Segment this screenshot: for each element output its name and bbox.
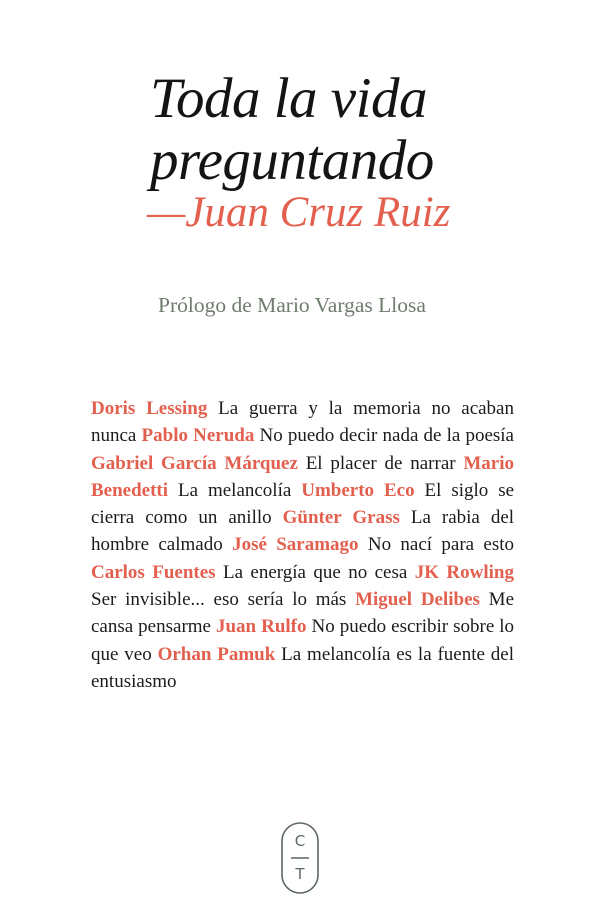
interview-phrase: La energía que no cesa xyxy=(222,561,408,583)
interviewee-name: Juan Rulfo xyxy=(215,616,307,638)
interviewee-name: Gabriel García Márquez xyxy=(91,452,298,474)
interview-phrase: Me cansa pensarme xyxy=(91,589,514,638)
interview-phrase: El placer de narrar xyxy=(305,452,456,474)
interview-phrase: No puedo escribir sobre lo que veo xyxy=(91,616,515,665)
interviewee-name: Orhan Pamuk xyxy=(157,643,276,665)
prologue-credit: Prólogo de Mario Vargas Llosa xyxy=(158,293,426,317)
book-title xyxy=(150,68,434,192)
interview-phrase: La melancolía es la fuente del entusiasmo xyxy=(91,643,514,692)
interview-phrase: No puedo decir nada de la poesía xyxy=(259,425,514,447)
interviewee-name: JK Rowling xyxy=(414,561,514,583)
publisher-letter-top: C xyxy=(294,832,306,850)
interviewee-name: Doris Lessing xyxy=(91,398,208,419)
interviewee-name: José Saramago xyxy=(232,534,359,556)
publisher-letter-bottom: T xyxy=(295,865,305,883)
title-line-2: preguntando xyxy=(150,129,434,192)
contents-paragraph xyxy=(91,395,514,695)
interview-phrase: No nací para esto xyxy=(367,534,515,556)
author-name: —Juan Cruz Ruiz xyxy=(147,189,451,236)
publisher-monogram-icon xyxy=(281,822,319,894)
interview-phrase: El siglo se cierra como un anillo xyxy=(91,479,515,529)
interviewee-name: Carlos Fuentes xyxy=(91,561,216,583)
interview-phrase: La rabia del hombre calmado xyxy=(91,507,515,556)
interview-phrase: Ser invisible... eso sería lo más xyxy=(91,589,347,611)
interviewee-name: Umberto Eco xyxy=(301,479,415,501)
title-line-1: Toda la vida xyxy=(150,67,427,130)
interviewee-name: Pablo Neruda xyxy=(141,425,255,447)
interview-phrase: La guerra y la memoria no acaban nunca xyxy=(91,398,514,447)
interview-phrase: La melancolía xyxy=(177,479,292,501)
interviewee-name: Günter Grass xyxy=(282,507,400,529)
interviewee-name: Mario Benedetti xyxy=(91,452,515,501)
interviewee-name: Miguel Delibes xyxy=(355,589,480,611)
